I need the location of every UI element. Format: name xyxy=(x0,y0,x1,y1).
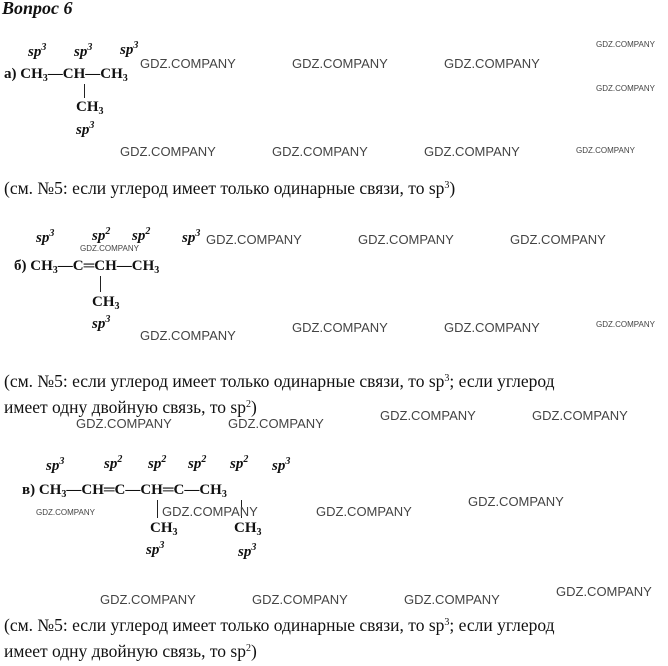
watermark: GDZ.COMPANY xyxy=(596,40,655,49)
watermark: GDZ.COMPANY xyxy=(120,144,216,159)
watermark: GDZ.COMPANY xyxy=(80,244,139,253)
hybrid-label: $sp^2$ xyxy=(148,454,167,472)
watermark: GDZ.COMPANY xyxy=(272,144,368,159)
watermark: GDZ.COMPANY xyxy=(76,416,172,431)
part-label: в) xyxy=(22,482,36,498)
watermark: GDZ.COMPANY xyxy=(596,320,655,329)
hybrid-label: $sp^3$ xyxy=(76,120,95,138)
branch-atom: $CH_3$ xyxy=(234,520,262,538)
atom: CH xyxy=(20,66,43,82)
hybrid-label: $sp^3$ xyxy=(92,314,111,332)
formula-chain: в) $CH_3—CH═C—CH═C—CH_3$ xyxy=(22,482,227,500)
atom: CH xyxy=(62,66,86,82)
watermark: GDZ.COMPANY xyxy=(424,144,520,159)
watermark: GDZ.COMPANY xyxy=(510,232,606,247)
hybrid-label: $sp^3$ xyxy=(120,40,139,58)
atom: CH xyxy=(100,66,123,82)
hybrid-label: $sp^2$ xyxy=(230,454,249,472)
watermark: GDZ.COMPANY xyxy=(576,146,635,155)
hybrid-label: $sp^3$ xyxy=(238,542,257,560)
watermark: GDZ.COMPANY xyxy=(404,592,500,607)
watermark: GDZ.COMPANY xyxy=(556,584,652,599)
hybrid-label: $sp^2$ xyxy=(104,454,123,472)
bond: — xyxy=(47,66,63,82)
watermark: GDZ.COMPANY xyxy=(36,508,95,517)
hybrid-label: $sp^3$ xyxy=(272,456,291,474)
bond-vertical xyxy=(100,276,101,292)
watermark: GDZ.COMPANY xyxy=(162,504,258,519)
formula-chain: а) $CH_3—CH—CH_3$ xyxy=(4,66,128,84)
hybrid-label: $sp^2$ xyxy=(92,226,111,244)
watermark: GDZ.COMPANY xyxy=(292,56,388,71)
hybrid-label: $sp^2$ xyxy=(188,454,207,472)
hybrid-label: $sp^3$ xyxy=(182,228,201,246)
watermark: GDZ.COMPANY xyxy=(358,232,454,247)
formula-chain: б) $CH_3—C═CH—CH_3$ xyxy=(14,258,160,276)
explanation-text: (см. №5: если углерод имеет только одинарные связи, то $sp^3$; если углерод имеет одну двойную связь, то $sp^2$) xyxy=(4,371,555,417)
watermark: GDZ.COMPANY xyxy=(316,504,412,519)
bond: — xyxy=(85,66,101,82)
branch-atom: $CH_3$ xyxy=(76,99,104,117)
watermark: GDZ.COMPANY xyxy=(206,232,302,247)
branch-atom: $CH_3$ xyxy=(92,294,120,312)
watermark: GDZ.COMPANY xyxy=(252,592,348,607)
hybrid-label: $sp^3$ xyxy=(146,540,165,558)
watermark: GDZ.COMPANY xyxy=(444,320,540,335)
part-label: а) xyxy=(4,66,17,82)
hybrid-label: $sp^3$ xyxy=(46,456,65,474)
watermark: GDZ.COMPANY xyxy=(596,84,655,93)
explanation-text: (см. №5: если углерод имеет только одинарные связи, то $sp^3$; если углерод имеет одну двойную связь, то $sp^2$) xyxy=(4,615,555,661)
watermark: GDZ.COMPANY xyxy=(468,494,564,509)
hybrid-label: $sp^2$ xyxy=(132,226,151,244)
bond-vertical xyxy=(84,84,85,98)
hybrid-label: $sp^3$ xyxy=(74,42,93,60)
watermark: GDZ.COMPANY xyxy=(228,416,324,431)
watermark: GDZ.COMPANY xyxy=(444,56,540,71)
hybrid-label: $sp^3$ xyxy=(36,228,55,246)
branch-atom: $CH_3$ xyxy=(150,520,178,538)
page-title: Вопрос 6 xyxy=(2,0,73,18)
part-label: б) xyxy=(14,258,27,274)
watermark: GDZ.COMPANY xyxy=(532,408,628,423)
hybrid-label: $sp^3$ xyxy=(28,42,47,60)
bond-vertical xyxy=(157,500,158,518)
watermark: GDZ.COMPANY xyxy=(380,408,476,423)
watermark: GDZ.COMPANY xyxy=(100,592,196,607)
watermark: GDZ.COMPANY xyxy=(140,328,236,343)
watermark: GDZ.COMPANY xyxy=(292,320,388,335)
watermark: GDZ.COMPANY xyxy=(140,56,236,71)
explanation-text: (см. №5: если углерод имеет только одинарные связи, то $sp^3$) xyxy=(4,178,456,198)
